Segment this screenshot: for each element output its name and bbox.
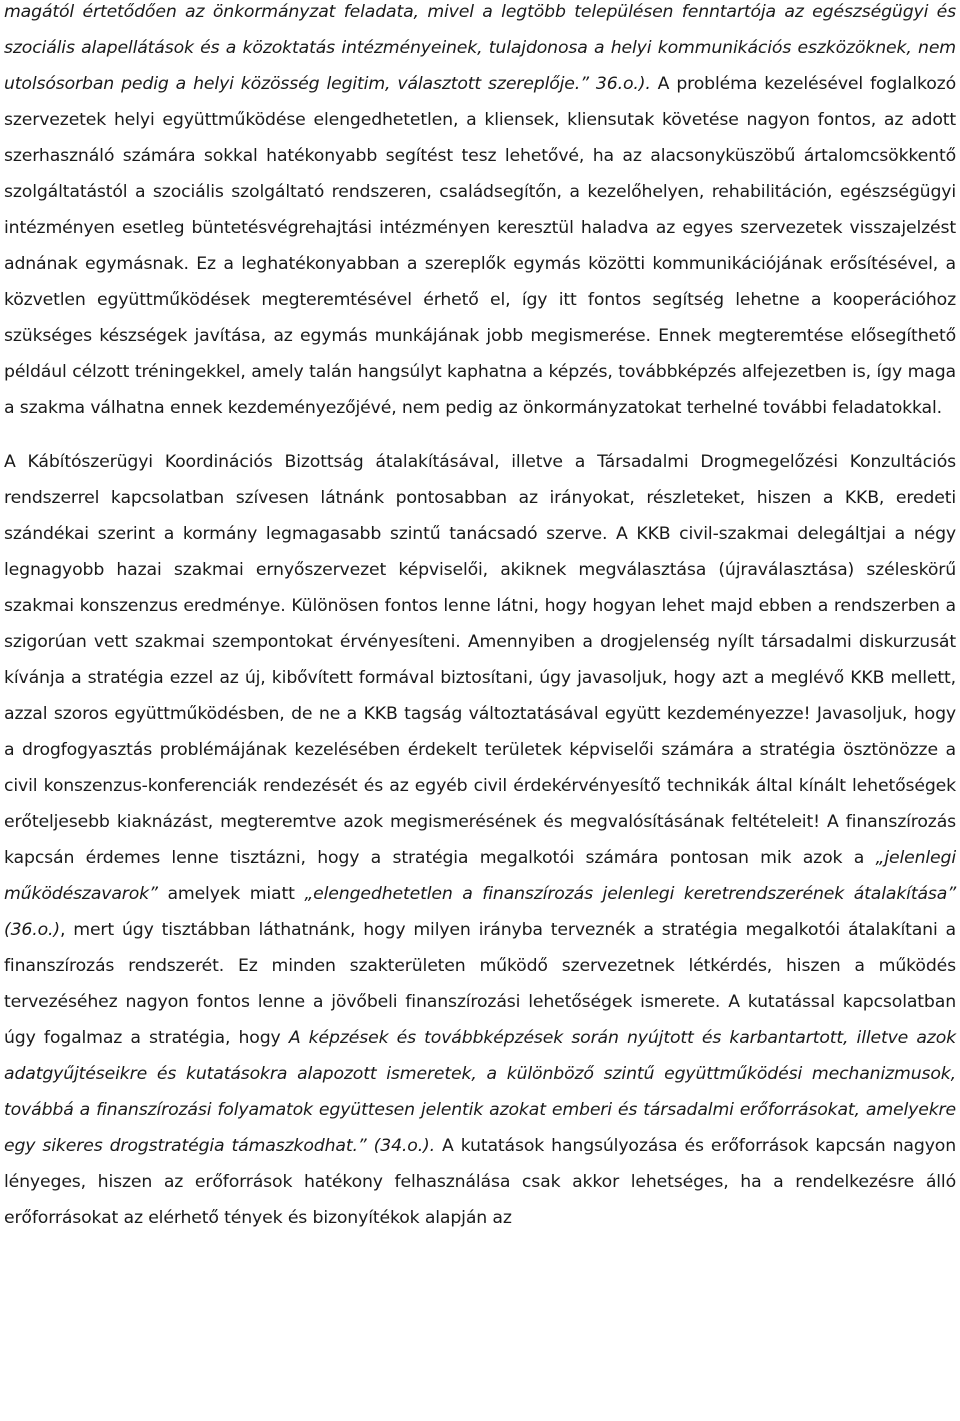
body-text: , mert úgy tisztábban láthatnánk, hogy milyen irányba terveznék a stratégia megalkotói átalakítani a finanszírozás rendszerét. Ez minden szakterületen működő szervezetnek létkérdés, hiszen a működés tervezéséhez nagyon fontos lenne a jövőbeli finanszírozási lehetőségek ismerete. A kutatással kapcsolatban úgy fogalmaz a stratégia, hogy <box>4 920 956 1048</box>
body-text: A kutatások hangsúlyozása és erőforrások kapcsán nagyon lényeges, hiszen az erőforrások hatékony felhasználása csak akkor lehetséges, ha a rendelkezésre álló erőforrásokat az elérhető tények és bizonyítékok alapján az <box>4 1136 956 1228</box>
paragraph-2 <box>4 444 956 1236</box>
quote-text: „elengedhetetlen a finanszírozás jelenlegi keretrendszerének átalakítása” (36.o.) <box>4 884 956 940</box>
quote-text: magától értetődően az önkormányzat feladata, mivel a legtöbb településen fenntartója az egészségügyi és szociális alapellátások és a közoktatás intézményeinek, tulajdonosa a helyi kommunikációs eszközöknek, nem utolsósorban pedig a helyi közösség legitim, választott szereplője.” 36.o.). <box>4 2 956 94</box>
document-page <box>4 0 956 1236</box>
quote-text: A képzések és továbbképzések során nyújtott és karbantartott, illetve azok adatgyűjtéseikre és kutatásokra alapozott ismeretek, a különböző szintű együttműködési mechanizmusok, továbbá a finanszírozási folyamatok együttesen jelentik azokat emberi és társadalmi erőforrásokat, amelyekre egy sikeres drogstratégia támaszkodhat.” (34.o.). <box>4 1028 957 1156</box>
body-text: amelyek miatt <box>157 884 305 904</box>
body-text: A probléma kezelésével foglalkozó szervezetek helyi együttműködése elengedhetetlen, a kliensek, kliensutak követése nagyon fontos, az adott szerhasználó számára sokkal hatékonyabb segítést tesz lehetővé, ha az alacsonyküszöbű ártalomcsökkentő szolgáltatástól a szociális szolgáltató rendszeren, családsegítőn, a kezelőhelyen, rehabilitáción, egészségügyi intézményen esetleg büntetésvégrehajtási intézményen keresztül haladva az egyes szervezetek visszajelzést adnának egymásnak. Ez a leghatékonyabban a szereplők egymás közötti kommunikációjának erősítésével, a közvetlen együttműködések megteremtésével érhető el, így itt fontos segítség lehetne a kooperációhoz szükséges készségek javítása, az egymás munkájának jobb megismerése. Ennek megteremtése elősegíthető például célzott tréningekkel, amely talán hangsúlyt kaphatna a képzés, továbbképzés alfejezetben is, így maga a szakma válhatna ennek kezdeményezőjévé, nem pedig az önkormányzatokat terhelné további feladatokkal. <box>4 74 957 418</box>
paragraph-1 <box>4 0 956 426</box>
body-text: A Kábítószerügyi Koordinációs Bizottság átalakításával, illetve a Társadalmi Drogmegelőzési Konzultációs rendszerrel kapcsolatban szívesen látnánk pontosabban az irányokat, részleteket, hiszen a KKB, eredeti szándékai szerint a kormány legmagasabb szintű tanácsadó szerve. A KKB civil-szakmai delegáltjai a négy legnagyobb hazai szakmai ernyőszervezet képviselői, akiknek megválasztása (újraválasztása) széleskörű szakmai konszenzus eredménye. Különösen fontos lenne látni, hogy hogyan lehet majd ebben a rendszerben a szigorúan vett szakmai szempontokat érvényesíteni. Amennyiben a drogjelenség nyílt társadalmi diskurzusát kívánja a stratégia ezzel az új, kibővített formával biztosítani, úgy javasoljuk, hogy azt a meglévő KKB mellett, azzal szoros együttműködésben, de ne a KKB tagság változtatásával együtt kezdeményezze! Javasoljuk, hogy a drogfogyasztás problémájának kezelésében érdekelt területek képviselői számára a stratégia ösztönözze a civil konszenzus-konferenciák rendezését és az egyéb civil érdekérvényesítő technikák által kínált lehetőségek erőteljesebb kiaknázást, megteremtve azok megismerésének és megvalósításának feltételeit! A finanszírozás kapcsán érdemes lenne tisztázni, hogy a stratégia megalkotói számára pontosan mik azok a <box>4 452 956 868</box>
quote-text: „jelenlegi működészavarok” <box>4 848 956 904</box>
